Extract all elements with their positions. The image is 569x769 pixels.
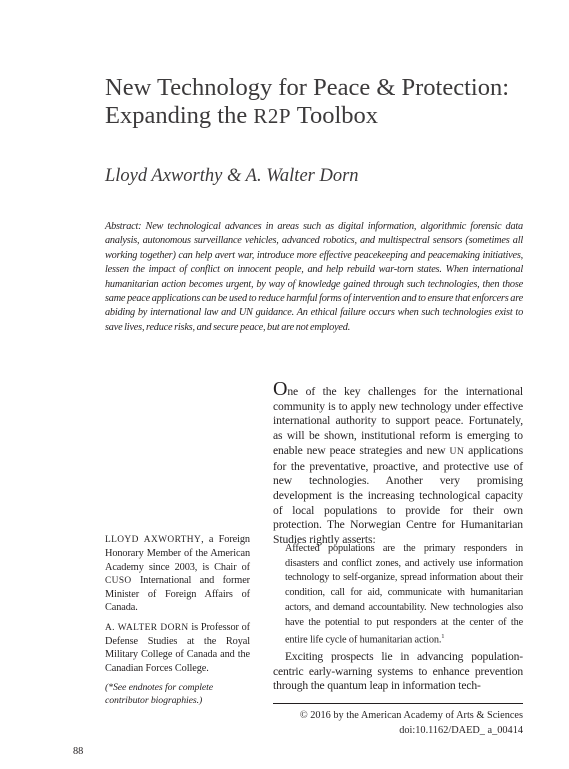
block-quote-text: Affected populations are the primary responders in disasters and conflict zones, and actively use information technology to self-organize, spread information about their condition, call for aid, communicate with humanitarian actors, and demand accountability. New technologies also have the potential to put responders at the center of the entire life cycle of humanitarian action. [285, 543, 523, 646]
title-line-2-start: Expanding the [105, 102, 254, 129]
body-paragraph-1 [273, 378, 523, 548]
article-title [105, 74, 545, 130]
title-r2p: R2P [253, 104, 292, 128]
abstract: Abstract: New technological advances in areas such as digital information, algorithmic forensic data analysis, autonomous surveillance vehicles, advanced robotics, and multispectral sensors (sometimes all working together) can help avert war, introduce more effective peacekeeping and peacemaking initiatives, lessen the impact of conflict on innocent people, and help rebuild war-torn states. When international humanitarian action becomes urgent, by way of knowledge gained through such technologies, then those same peace applications can be used to reduce harmful forms of intervention and to ensure that enforcers are abiding by international law and UN guidance. An ethical failure occurs when such technologies exist to save lives, reduce risks, and secure peace, but are not employed. [105, 221, 523, 333]
copyright-block [273, 708, 523, 738]
copyright-line: © 2016 by the American Academy of Arts & Sciences [299, 710, 523, 721]
bio-dorn [105, 621, 250, 675]
body-paragraph-1-b: applications for the preventative, proactive, and protective use of new technologies. Another very promising development is the increasing technological capacity of local populations to provide for their own protection. The Norwegian Centre for Humanitarian Studies rightly asserts: [273, 443, 523, 547]
block-quote [285, 542, 523, 648]
bio-axworthy-text-b: International and former Minister of Foreign Affairs of Canada. [105, 574, 250, 614]
bio-axworthy-text-a: , a Foreign Honorary Member of the American Academy since 2003, is Chair of [105, 534, 250, 573]
main-text-column [273, 378, 523, 548]
endnote-marker[interactable]: 1 [441, 633, 445, 641]
bio-endnote-reference: (*See endnotes for complete contributor biographies.) [105, 681, 214, 707]
bio-axworthy [105, 533, 250, 615]
bio-dorn-name: A. WALTER DORN [105, 622, 189, 633]
body-paragraph-1-a: ne of the key challenges for the international community is to apply new technology under effective international authority to support peace. Fortunately, as will be shown, institutional reform is emerging to enable new peace strategies and new [273, 385, 523, 457]
main-text-continued [273, 650, 523, 694]
author-ampersand: & [222, 166, 246, 186]
author-axworthy: Lloyd Axworthy [105, 166, 223, 186]
body-paragraph-2: Exciting prospects lie in advancing population-centric early-warning systems to enhance prevention through the quantum leap in information tech- [273, 650, 523, 693]
bio-axworthy-name: LLOYD AXWORTHY [105, 535, 202, 545]
footer-divider [273, 703, 523, 704]
author-line [105, 165, 525, 187]
page-number: 88 [73, 746, 84, 757]
bio-dorn-text: is Professor of Defense Studies at the Royal Military College of Canada and the Canadian Forces College. [105, 621, 250, 674]
title-line-2-end: Toolbox [291, 102, 379, 129]
drop-cap: O [273, 378, 288, 400]
un-abbrev: UN [449, 445, 465, 457]
author-dorn: A. Walter Dorn [245, 166, 359, 186]
title-line-1: New Technology for Peace & Protection: [105, 74, 510, 101]
doi-line[interactable]: doi:10.1162/DAED_ a_00414 [399, 725, 523, 736]
contributor-bios [105, 533, 250, 714]
bio-cuso: CUSO [105, 575, 132, 586]
